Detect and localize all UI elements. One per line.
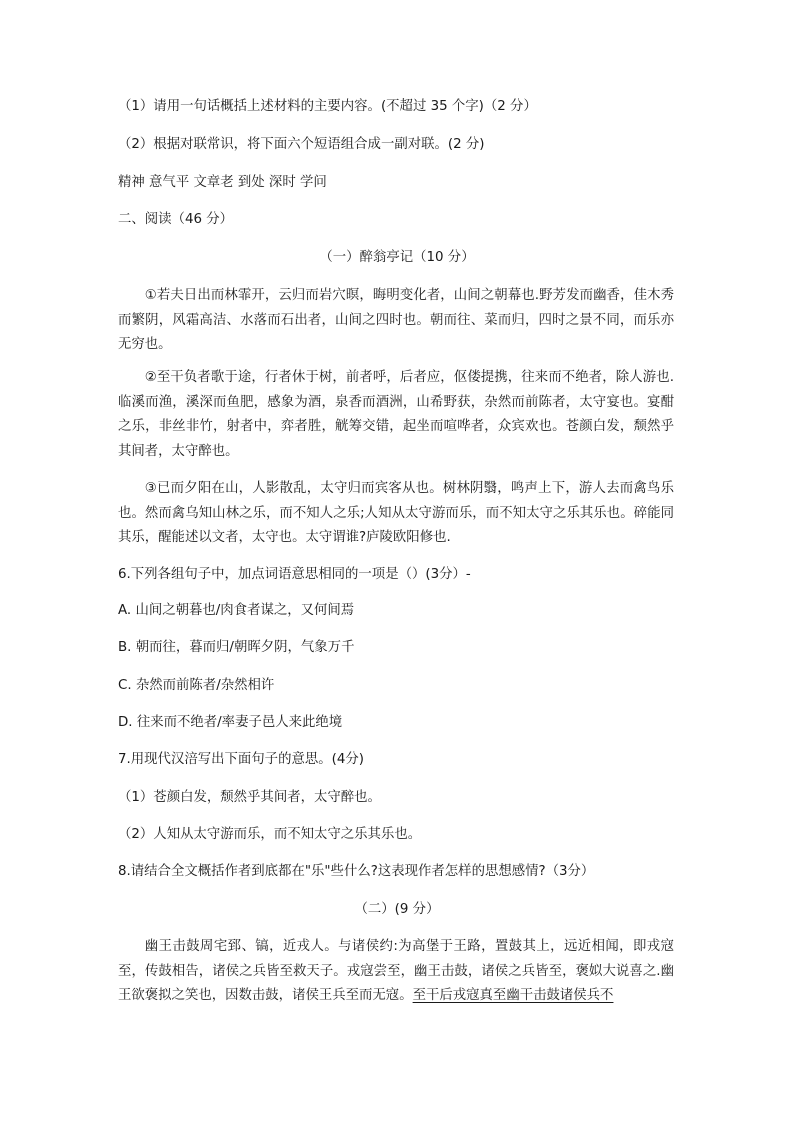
passage1-title: （一）醉翁亭记（10 分） [319, 250, 475, 265]
question-7-sentence-2: （2）人知从太守游而乐，而不知太守之乐其乐也。 [118, 827, 422, 842]
passage1-paragraph-3: ③已而夕阳在山，人影散乱，太守归而宾客从也。树林阴翳，鸣声上下，游人去而禽鸟乐也。然而禽乌知山林之乐，而不知人之乐;人知从太守游而乐，而不知太守之乐其乐也。碎能同其乐，醒能述以文者，太守也。太守谓谁?庐陵欧阳修也. [118, 481, 674, 545]
passage1-paragraph-1: ①若夫日出而林霏开，云归而岩穴暝，晦明变化者，山间之朝幕也.野芳发而幽香，佳木秀而繁阴，风霜高洁、水落而石出者，山间之四时也。朝而往、菜而归，四时之景不同，而乐亦无穷也。 [118, 288, 674, 352]
question-7-sentence-1: （1）苍颜白发，颓然乎其间者，太守醉也。 [118, 790, 381, 805]
question-6-option-b: B. 朝而往，暮而归/朝晖夕阴，气象万千 [118, 640, 355, 655]
question-8-stem: 8.请结合全文概括作者到底都在"乐"些什么?这表现作者怎样的思想感情?（3分） [118, 864, 595, 879]
question-6-option-a: A. 山间之朝暮也/肉食者谋之，又何间焉 [118, 603, 355, 618]
passage2-title: （二）(9 分） [354, 902, 440, 917]
passage2-text: 幽王击鼓周宅郅、镐，近戎人。与诸侯约:为高堡于王路，置鼓其上，远近相闻，即戎寇至，传鼓相告，诸侯之兵皆至救天子。戎寇尝至，幽王击鼓，诸侯之兵皆至，褒姒大说喜之.幽王欲褒拟之笑也，因数击鼓，诸侯王兵至而无寇。 [118, 939, 674, 1003]
phrase-list: 精神 意气平 文章老 到处 深时 学问 [118, 175, 327, 190]
question-1: （1）请用一句话概括上述材料的主要内容。(不超过 35 个字)（2 分） [118, 99, 537, 114]
passage2-underlined-text: 至干后戎寇真至幽干击鼓诸侯兵不 [412, 988, 614, 1003]
question-7-stem: 7.用现代汉涪写出下面句子的意思。(4分) [118, 752, 364, 767]
question-6-option-c: C. 杂然而前陈者/杂然相许 [118, 678, 275, 693]
section-heading: 二、阅读（46 分） [118, 212, 234, 227]
question-2: （2）根据对联常识，将下面六个短语组合成一副对联。(2 分) [118, 137, 485, 152]
question-6-option-d: D. 往来而不绝者/率妻子邑人来此绝境 [118, 715, 343, 730]
passage1-paragraph-2: ②至干负者歌于途，行者休于树，前者呼，后者应，伛偻提携，往来而不绝者，除人游也.临溪而渔，溪深而鱼肥，感象为酒，泉香而酒洲，山希野获，杂然而前陈者，太守宴也。宴酣之乐，非丝非竹，射者中，弈者胜，觥筹交错，起坐而喧哗者，众宾欢也。苍颜白发，颓然乎其间者，太守醉也。 [118, 370, 674, 459]
question-6-stem: 6.下列各组句子中，加点词语意思相同的一项是（）(3分）- [118, 567, 471, 582]
passage2-paragraph-1 [118, 935, 674, 1009]
